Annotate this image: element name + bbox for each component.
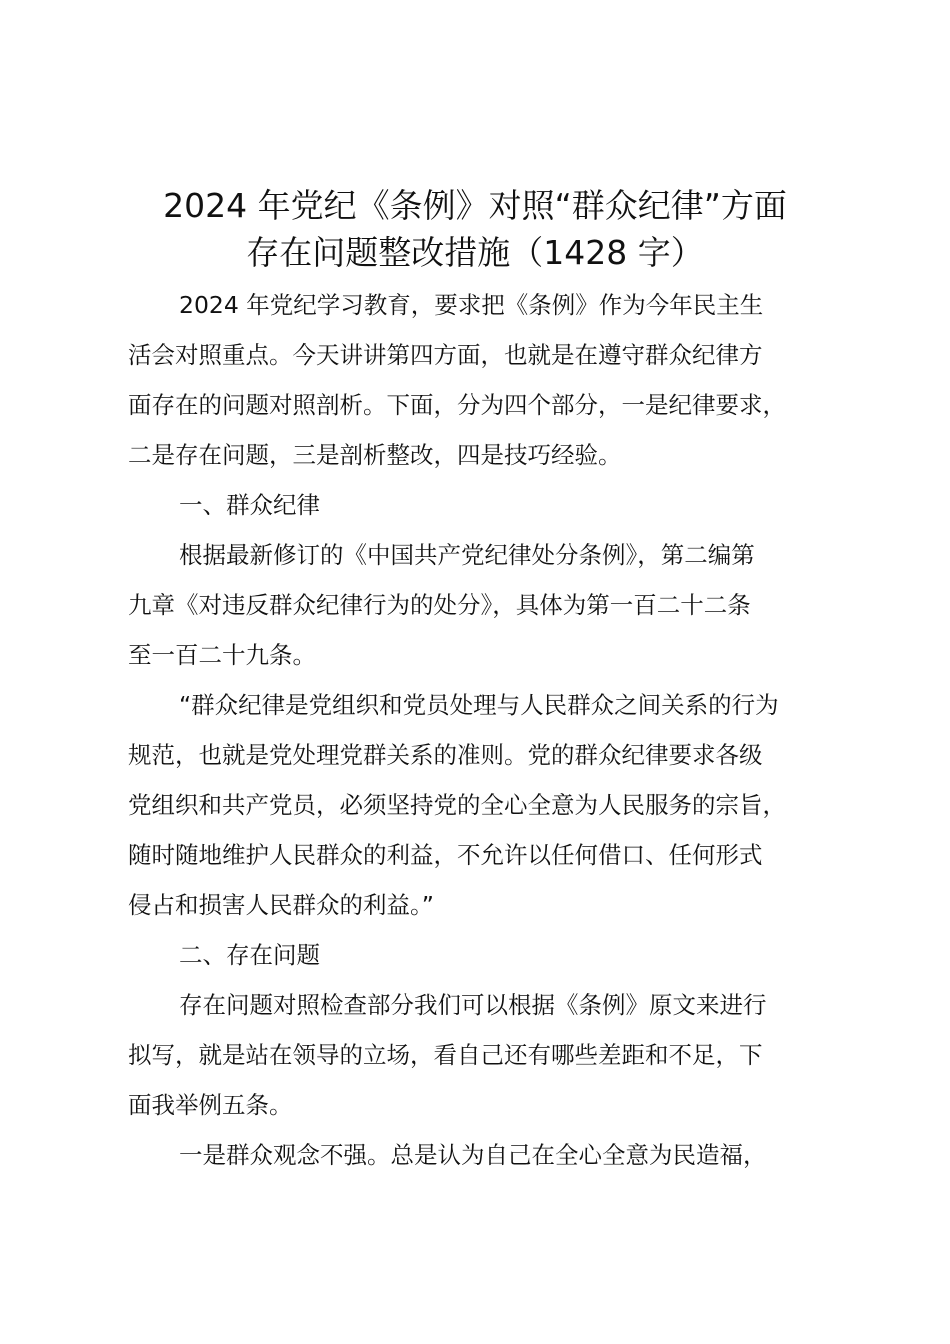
document-title-line-2: 存在问题整改措施（1428 字） <box>246 233 704 272</box>
body-line: 活会对照重点。今天讲讲第四方面，也就是在遵守群众纪律方 <box>128 341 763 369</box>
body-line: 面存在的问题对照剖析。下面，分为四个部分，一是纪律要求， <box>128 391 786 419</box>
body-line: “群众纪律是党组织和党员处理与人民群众之间关系的行为 <box>179 691 779 719</box>
body-line: 至一百二十九条。 <box>128 641 316 669</box>
section-heading-2: 二、存在问题 <box>179 941 320 969</box>
document-body <box>128 280 848 1180</box>
body-line: 拟写，就是站在领导的立场，看自己还有哪些差距和不足，下 <box>128 1041 763 1069</box>
body-line: 九章《对违反群众纪律行为的处分》，具体为第一百二十二条 <box>128 591 751 619</box>
document-title-line-1: 2024 年党纪《条例》对照“群众纪律”方面 <box>163 186 787 225</box>
section-heading-1: 一、群众纪律 <box>179 491 320 519</box>
body-line: 一是群众观念不强。总是认为自己在全心全意为民造福， <box>179 1141 767 1169</box>
body-line: 存在问题对照检查部分我们可以根据《条例》原文来进行 <box>179 991 767 1019</box>
body-line: 根据最新修订的《中国共产党纪律处分条例》，第二编第 <box>179 541 755 569</box>
body-line: 二是存在问题，三是剖析整改，四是技巧经验。 <box>128 441 622 469</box>
body-line: 2024 年党纪学习教育，要求把《条例》作为今年民主生 <box>179 291 764 319</box>
body-line: 党组织和共产党员，必须坚持党的全心全意为人民服务的宗旨， <box>128 791 786 819</box>
body-line: 面我举例五条。 <box>128 1091 293 1119</box>
body-line: 随时随地维护人民群众的利益，不允许以任何借口、任何形式 <box>128 841 763 869</box>
body-line: 规范，也就是党处理党群关系的准则。党的群众纪律要求各级 <box>128 741 763 769</box>
body-line: 侵占和损害人民群众的利益。” <box>128 891 434 919</box>
